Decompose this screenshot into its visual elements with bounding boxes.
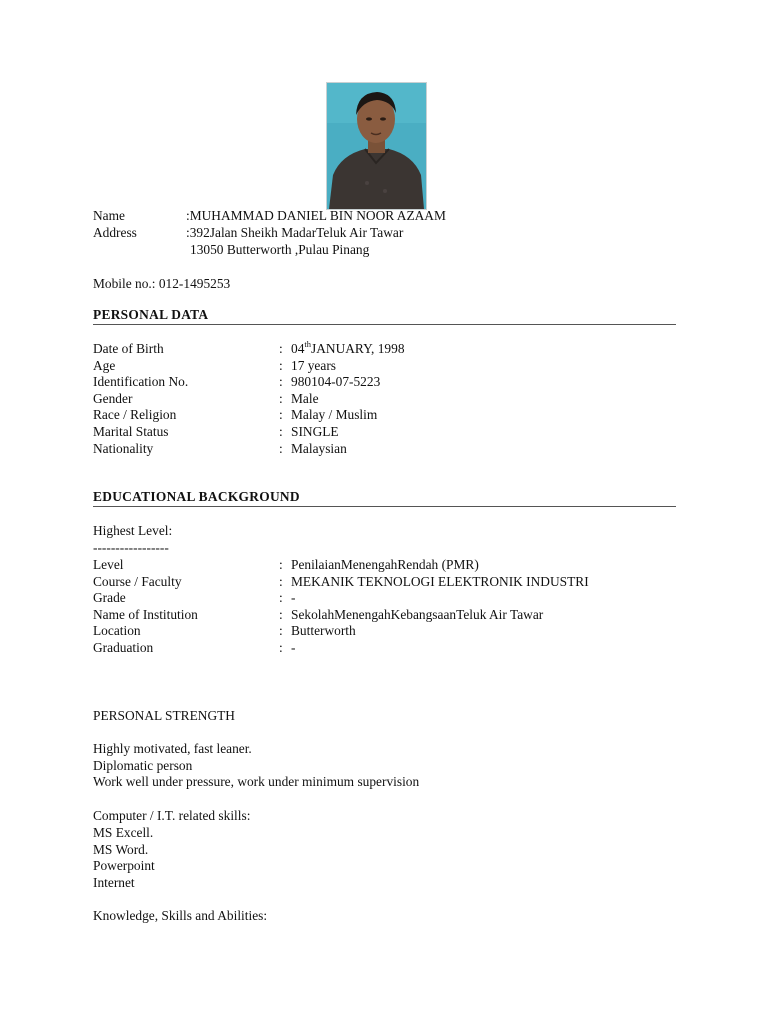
dob-label: Date of Birth bbox=[93, 341, 164, 356]
education-heading: EDUCATIONAL BACKGROUND bbox=[93, 489, 300, 504]
dob-ordinal: th bbox=[304, 338, 312, 349]
abilities-heading: Knowledge, Skills and Abilities: bbox=[93, 908, 268, 923]
gender-label: Gender bbox=[93, 391, 133, 406]
strength-line: Work well under pressure, work under minimum supervision bbox=[93, 774, 420, 789]
race-religion-value: Malay / Muslim bbox=[291, 407, 378, 422]
colon: : bbox=[279, 424, 283, 439]
course-value: MEKANIK TEKNOLOGI ELEKTRONIK INDUSTRI bbox=[291, 574, 589, 589]
colon: : bbox=[279, 557, 283, 572]
skill-item: Internet bbox=[93, 875, 135, 890]
marital-status-value: SINGLE bbox=[291, 424, 339, 439]
name-value: :MUHAMMAD DANIEL BIN NOOR AZAAM bbox=[186, 208, 446, 223]
person-photo-icon bbox=[327, 83, 426, 209]
colon: : bbox=[279, 391, 283, 406]
colon: : bbox=[279, 574, 283, 589]
computer-skills-heading: Computer / I.T. related skills: bbox=[93, 808, 251, 823]
location-value: Butterworth bbox=[291, 623, 356, 638]
graduation-label: Graduation bbox=[93, 640, 154, 655]
education-divider bbox=[93, 506, 676, 507]
age-label: Age bbox=[93, 358, 116, 373]
dob-day: 04 bbox=[291, 341, 305, 356]
dob-value bbox=[291, 340, 405, 357]
grade-label: Grade bbox=[93, 590, 126, 605]
strength-line: Highly motivated, fast leaner. bbox=[93, 741, 252, 756]
marital-status-label: Marital Status bbox=[93, 424, 169, 439]
id-value: 980104-07-5223 bbox=[291, 374, 381, 389]
id-label: Identification No. bbox=[93, 374, 189, 389]
institution-label: Name of Institution bbox=[93, 607, 198, 622]
mobile-number: Mobile no.: 012-1495253 bbox=[93, 276, 231, 291]
skill-item: Powerpoint bbox=[93, 858, 155, 873]
personal-strength-heading: PERSONAL STRENGTH bbox=[93, 708, 235, 723]
colon: : bbox=[279, 623, 283, 638]
age-value: 17 years bbox=[291, 358, 336, 373]
race-religion-label: Race / Religion bbox=[93, 407, 177, 422]
nationality-label: Nationality bbox=[93, 441, 154, 456]
address-line-1: :392Jalan Sheikh MadarTeluk Air Tawar bbox=[186, 225, 404, 240]
address-line-2: 13050 Butterworth ,Pulau Pinang bbox=[190, 242, 370, 257]
strength-line: Diplomatic person bbox=[93, 758, 193, 773]
location-label: Location bbox=[93, 623, 141, 638]
dash-separator: ----------------- bbox=[93, 540, 169, 555]
personal-data-divider bbox=[93, 324, 676, 325]
institution-value: SekolahMenengahKebangsaanTeluk Air Tawar bbox=[291, 607, 544, 622]
colon: : bbox=[279, 341, 283, 356]
level-label: Level bbox=[93, 557, 124, 572]
grade-value: - bbox=[291, 590, 296, 605]
address-label: Address bbox=[93, 225, 137, 240]
dob-month-year: JANUARY, 1998 bbox=[311, 341, 405, 356]
colon: : bbox=[279, 607, 283, 622]
graduation-value: - bbox=[291, 640, 296, 655]
gender-value: Male bbox=[291, 391, 319, 406]
level-value: PenilaianMenengahRendah (PMR) bbox=[291, 557, 479, 572]
highest-level-label: Highest Level: bbox=[93, 523, 173, 538]
skill-item: MS Excell. bbox=[93, 825, 154, 840]
colon: : bbox=[279, 441, 283, 456]
colon: : bbox=[279, 640, 283, 655]
nationality-value: Malaysian bbox=[291, 441, 347, 456]
skill-item: MS Word. bbox=[93, 842, 149, 857]
colon: : bbox=[279, 358, 283, 373]
personal-data-heading: PERSONAL DATA bbox=[93, 307, 209, 322]
colon: : bbox=[279, 590, 283, 605]
name-label: Name bbox=[93, 208, 125, 223]
colon: : bbox=[279, 374, 283, 389]
profile-photo bbox=[326, 82, 427, 210]
course-label: Course / Faculty bbox=[93, 574, 182, 589]
colon: : bbox=[279, 407, 283, 422]
